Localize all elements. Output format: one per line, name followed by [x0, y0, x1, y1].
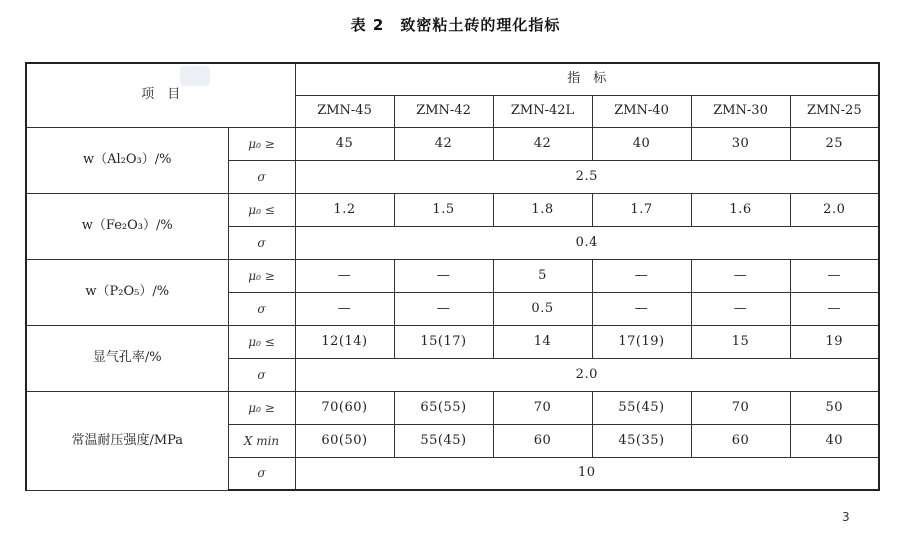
grade-header: ZMN-25 [790, 95, 879, 127]
value-cell: 1.6 [691, 193, 790, 226]
value-cell: 40 [790, 424, 879, 457]
symbol-cell: μ₀ ≥ [228, 259, 295, 292]
value-cell: — [691, 259, 790, 292]
value-cell: — [790, 259, 879, 292]
value-cell: 70 [691, 391, 790, 424]
symbol-cell: σ [228, 292, 295, 325]
property-label: w（Al₂O₃）/% [26, 127, 228, 193]
table-title: 表 2 致密粘土砖的理化指标 [350, 16, 561, 34]
merged-value-cell: 2.0 [295, 358, 879, 391]
header-row-1 [26, 63, 879, 95]
grade-header: ZMN-30 [691, 95, 790, 127]
merged-value-cell: 0.4 [295, 226, 879, 259]
table-body [26, 63, 879, 490]
value-cell: 5 [493, 259, 592, 292]
table-row [26, 259, 879, 292]
symbol-cell: μ₀ ≤ [228, 325, 295, 358]
table-row [26, 193, 879, 226]
value-cell: 40 [592, 127, 691, 160]
property-label: w（Fe₂O₃）/% [26, 193, 228, 259]
symbol-cell: σ [228, 160, 295, 193]
value-cell: 50 [790, 391, 879, 424]
page-number: 3 [842, 510, 850, 524]
value-cell: — [592, 292, 691, 325]
merged-value-cell: 10 [295, 457, 879, 490]
value-cell: — [790, 292, 879, 325]
value-cell: 60 [691, 424, 790, 457]
symbol-cell: σ [228, 457, 295, 490]
value-cell: 55(45) [394, 424, 493, 457]
grade-header: ZMN-42L [493, 95, 592, 127]
value-cell: — [394, 292, 493, 325]
value-cell: — [691, 292, 790, 325]
value-cell: 60 [493, 424, 592, 457]
physical-chemical-index-table [25, 62, 880, 491]
value-cell: 0.5 [493, 292, 592, 325]
table-row [26, 391, 879, 424]
value-cell: 19 [790, 325, 879, 358]
value-cell: 30 [691, 127, 790, 160]
value-cell: 15 [691, 325, 790, 358]
property-label: w（P₂O₅）/% [26, 259, 228, 325]
symbol-cell: X min [228, 424, 295, 457]
grade-header: ZMN-42 [394, 95, 493, 127]
value-cell: 17(19) [592, 325, 691, 358]
value-cell: 55(45) [592, 391, 691, 424]
value-cell: 1.8 [493, 193, 592, 226]
value-cell: 60(50) [295, 424, 394, 457]
symbol-cell: σ [228, 226, 295, 259]
value-cell: 12(14) [295, 325, 394, 358]
value-cell: 70(60) [295, 391, 394, 424]
value-cell: 25 [790, 127, 879, 160]
value-cell: 15(17) [394, 325, 493, 358]
symbol-cell: μ₀ ≥ [228, 391, 295, 424]
value-cell: 42 [394, 127, 493, 160]
index-header: 指 标 [295, 63, 879, 95]
item-header: 项 目 [26, 63, 295, 127]
value-cell: — [592, 259, 691, 292]
value-cell: 42 [493, 127, 592, 160]
symbol-cell: μ₀ ≤ [228, 193, 295, 226]
merged-value-cell: 2.5 [295, 160, 879, 193]
value-cell: — [394, 259, 493, 292]
value-cell: 70 [493, 391, 592, 424]
table-row [26, 127, 879, 160]
value-cell: 1.2 [295, 193, 394, 226]
property-label: 显气孔率/% [26, 325, 228, 391]
value-cell: 2.0 [790, 193, 879, 226]
value-cell: — [295, 292, 394, 325]
grade-header: ZMN-40 [592, 95, 691, 127]
value-cell: — [295, 259, 394, 292]
symbol-cell: μ₀ ≥ [228, 127, 295, 160]
grade-header: ZMN-45 [295, 95, 394, 127]
value-cell: 45 [295, 127, 394, 160]
value-cell: 1.7 [592, 193, 691, 226]
property-label: 常温耐压强度/MPa [26, 391, 228, 490]
value-cell: 45(35) [592, 424, 691, 457]
symbol-cell: σ [228, 358, 295, 391]
table-row [26, 325, 879, 358]
value-cell: 65(55) [394, 391, 493, 424]
value-cell: 1.5 [394, 193, 493, 226]
value-cell: 14 [493, 325, 592, 358]
